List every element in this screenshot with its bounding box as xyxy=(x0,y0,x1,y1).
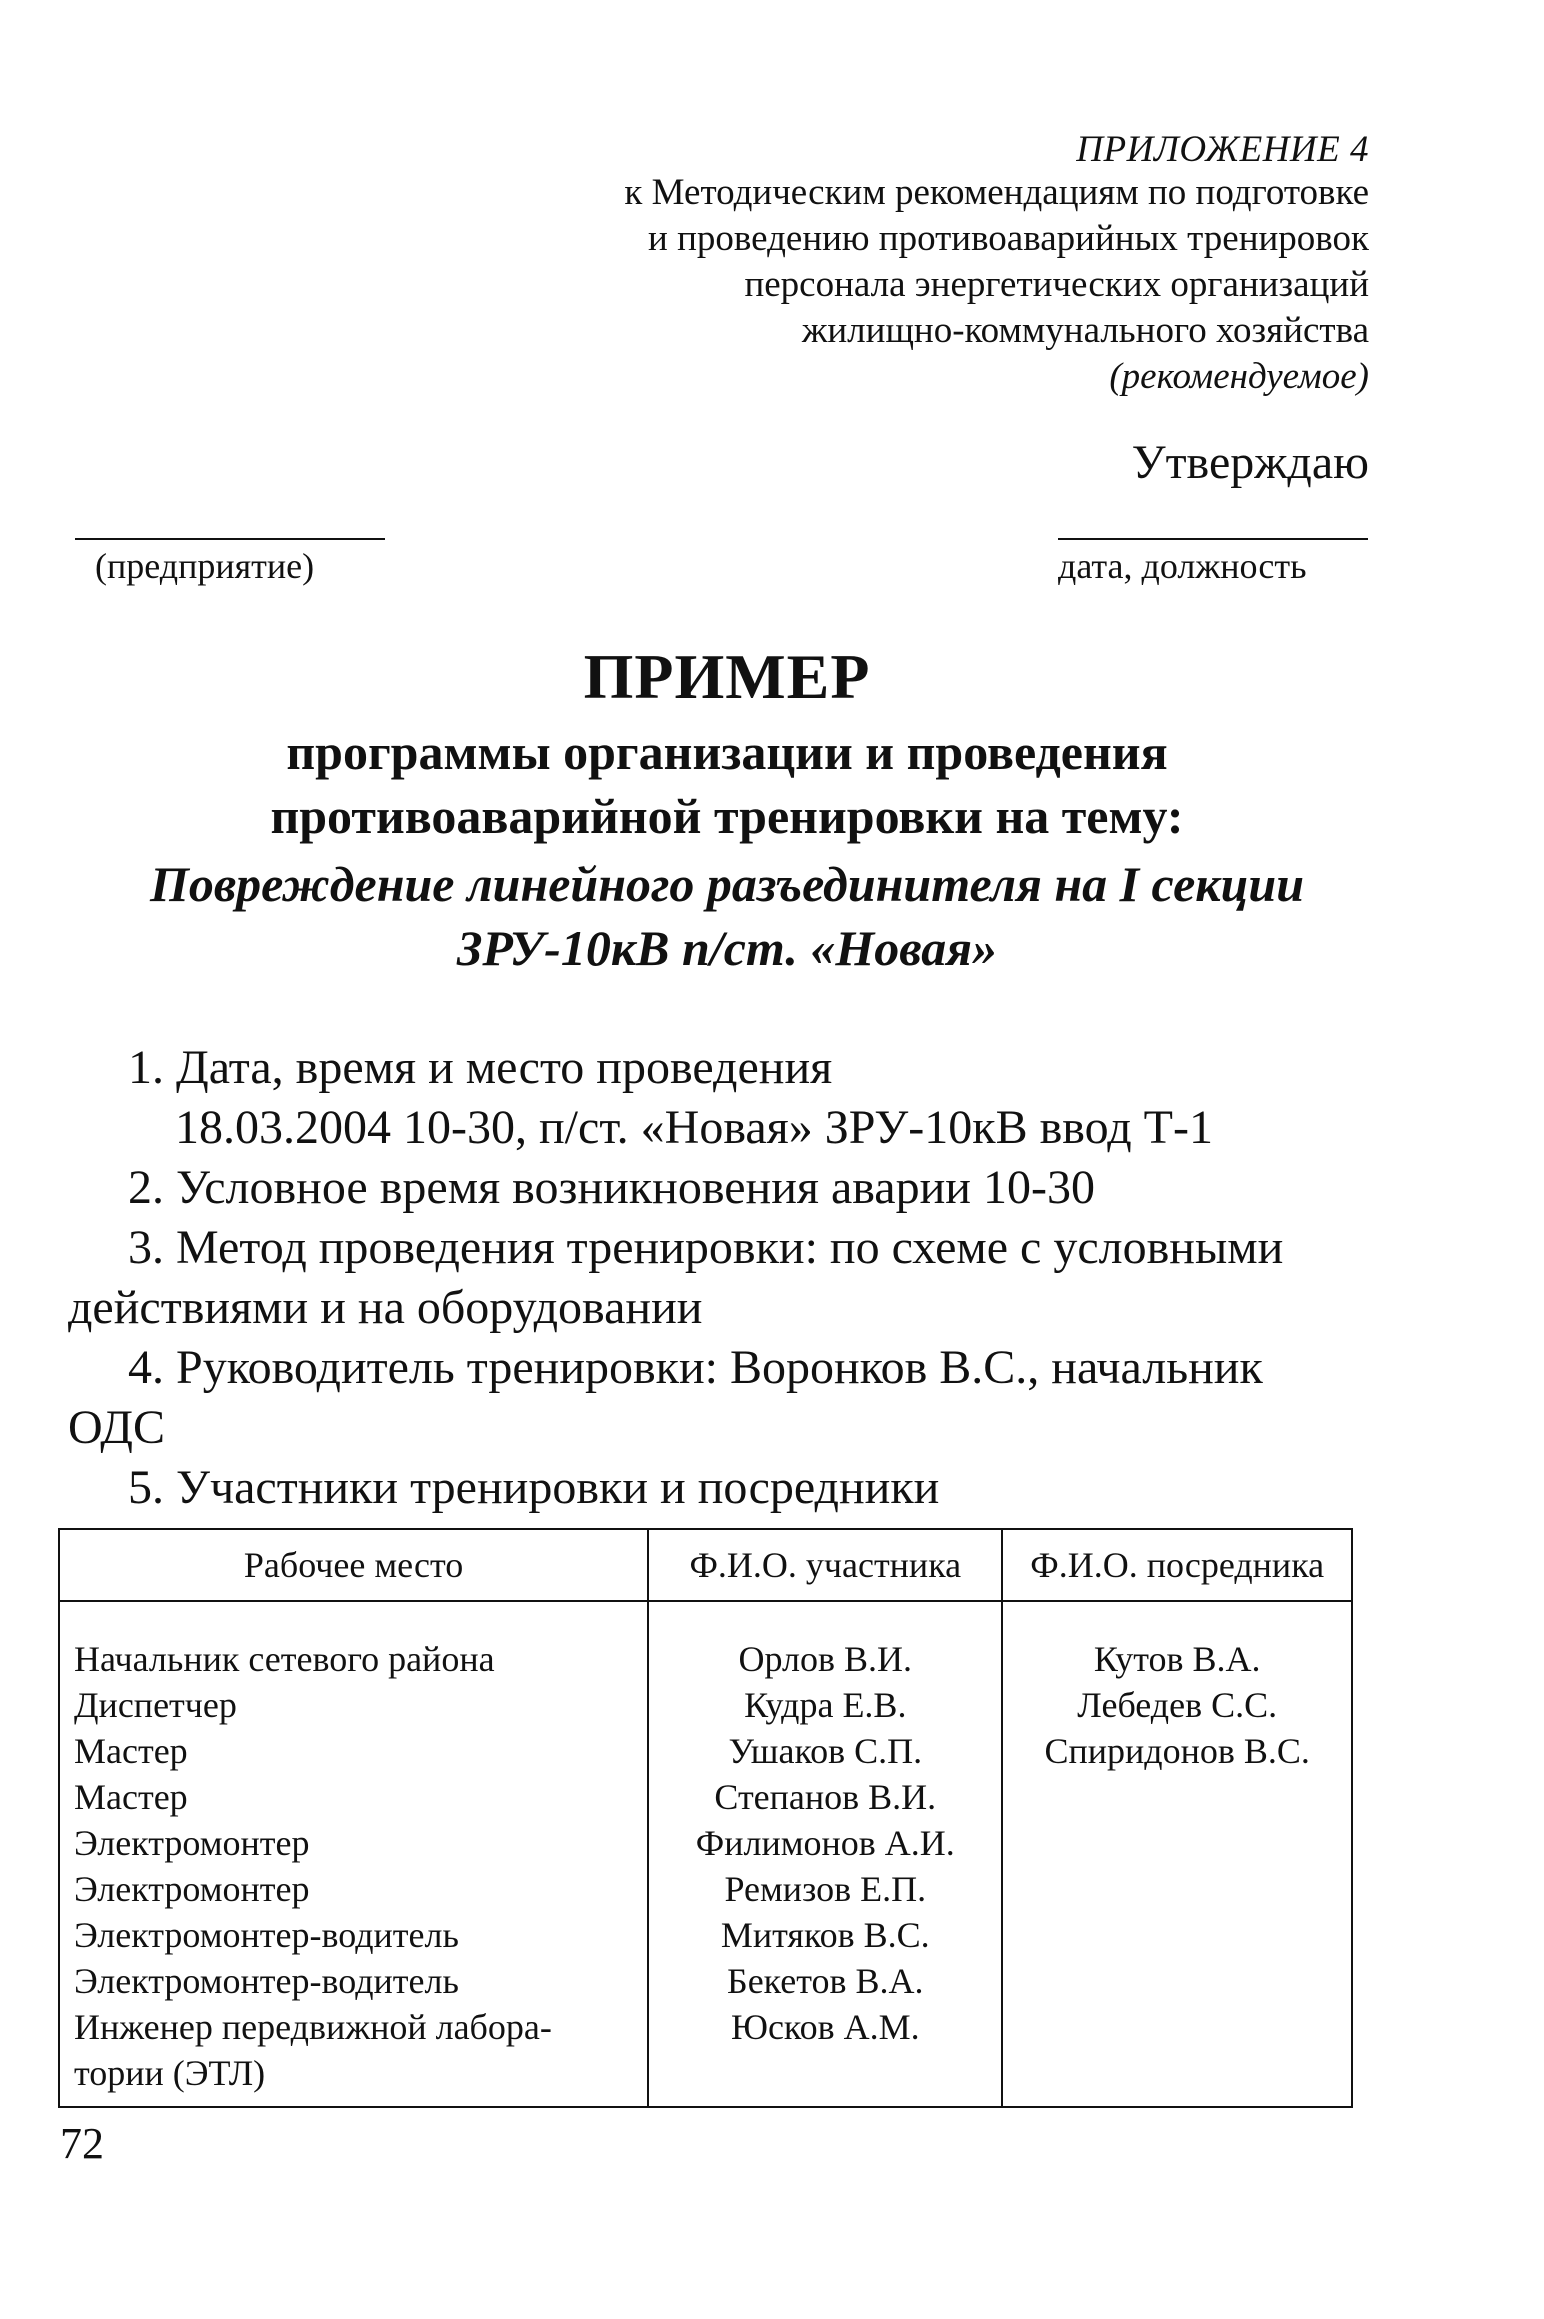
workplace-cell: Электромонтер xyxy=(74,1869,310,1909)
workplace-cell: Электромонтер xyxy=(74,1823,310,1863)
participant-cell: Юсков А.М. xyxy=(730,2007,920,2047)
topic-line: Повреждение линейного разъединителя на I секции xyxy=(149,856,1305,912)
item-4 xyxy=(68,1338,1358,1458)
mediator-cell: Кутов В.А. xyxy=(1093,1639,1261,1679)
document-subtitle xyxy=(0,720,1454,848)
appendix-title: ПРИЛОЖЕНИЕ 4 xyxy=(1076,129,1369,170)
appendix-line: к Методическим рекомендациям по подготовке xyxy=(624,172,1369,213)
mediator-column xyxy=(1002,1601,1352,2107)
item-4-line: 4. Руководитель тренировки: Воронков В.С., начальник xyxy=(128,1341,1263,1394)
header-mediator: Ф.И.О. посредника xyxy=(1002,1529,1352,1601)
item-4-line: ОДС xyxy=(68,1401,166,1454)
topic-line: ЗРУ-10кВ п/ст. «Новая» xyxy=(456,920,998,976)
mediator-cell: Спиридонов В.С. xyxy=(1044,1731,1310,1771)
date-position-caption: дата, должность xyxy=(1058,546,1307,586)
item-1-detail: 18.03.2004 10-30, п/ст. «Новая» ЗРУ-10кВ ввод Т-1 xyxy=(175,1101,1213,1154)
participant-cell: Митяков В.С. xyxy=(720,1915,930,1955)
participant-cell: Орлов В.И. xyxy=(738,1639,913,1679)
appendix-line: и проведению противоаварийных тренировок xyxy=(648,218,1369,259)
appendix-line: жилищно-коммунального хозяйства xyxy=(801,310,1369,351)
enterprise-caption: (предприятие) xyxy=(95,546,315,586)
item-1: 1. Дата, время и место проведения xyxy=(128,1041,833,1094)
workplace-cell: Электромонтер-водитель xyxy=(74,1961,459,2001)
enterprise-signature-line xyxy=(75,538,385,540)
appendix-reference xyxy=(624,170,1369,400)
item-3-line: 3. Метод проведения тренировки: по схеме с условными xyxy=(128,1221,1284,1274)
workplace-cell: тории (ЭТЛ) xyxy=(74,2053,266,2093)
participants-table xyxy=(58,1528,1353,2108)
participant-cell: Ремизов Е.П. xyxy=(724,1869,927,1909)
header-workplace: Рабочее место xyxy=(59,1529,648,1601)
workplace-column xyxy=(59,1601,648,2107)
workplace-cell: Мастер xyxy=(74,1777,188,1817)
appendix-line: персонала энергетических организаций xyxy=(744,264,1369,305)
table-row xyxy=(59,1601,1352,2107)
item-3 xyxy=(68,1218,1358,1338)
training-topic xyxy=(0,852,1454,980)
participant-cell: Кудра Е.В. xyxy=(744,1685,907,1725)
workplace-cell: Начальник сетевого района xyxy=(74,1639,495,1679)
item-3-line: действиями и на оборудовании xyxy=(68,1281,703,1334)
participant-cell: Ушаков С.П. xyxy=(728,1731,923,1771)
subtitle-line: противоаварийной тренировки на тему: xyxy=(270,788,1184,844)
workplace-cell: Инженер передвижной лабора- xyxy=(74,2007,552,2047)
header-participant: Ф.И.О. участника xyxy=(648,1529,1002,1601)
page-number: 72 xyxy=(60,2119,104,2168)
participant-column xyxy=(648,1601,1002,2107)
item-5: 5. Участники тренировки и посредники xyxy=(128,1461,940,1514)
document-title: ПРИМЕР xyxy=(583,641,871,712)
appendix-note: (рекомендуемое) xyxy=(1109,356,1369,397)
mediator-cell: Лебедев С.С. xyxy=(1077,1685,1278,1725)
workplace-cell: Мастер xyxy=(74,1731,188,1771)
participant-cell: Бекетов В.А. xyxy=(727,1961,924,2001)
participant-cell: Степанов В.И. xyxy=(714,1777,937,1817)
date-position-signature-line xyxy=(1058,538,1368,540)
workplace-cell: Электромонтер-водитель xyxy=(74,1915,459,1955)
subtitle-line: программы организации и проведения xyxy=(286,724,1168,780)
participant-cell: Филимонов А.И. xyxy=(695,1823,955,1863)
workplace-cell: Диспетчер xyxy=(74,1685,237,1725)
item-2: 2. Условное время возникновения аварии 10-30 xyxy=(128,1161,1095,1214)
table-header-row xyxy=(59,1529,1352,1601)
approval-label: Утверждаю xyxy=(1131,436,1369,489)
